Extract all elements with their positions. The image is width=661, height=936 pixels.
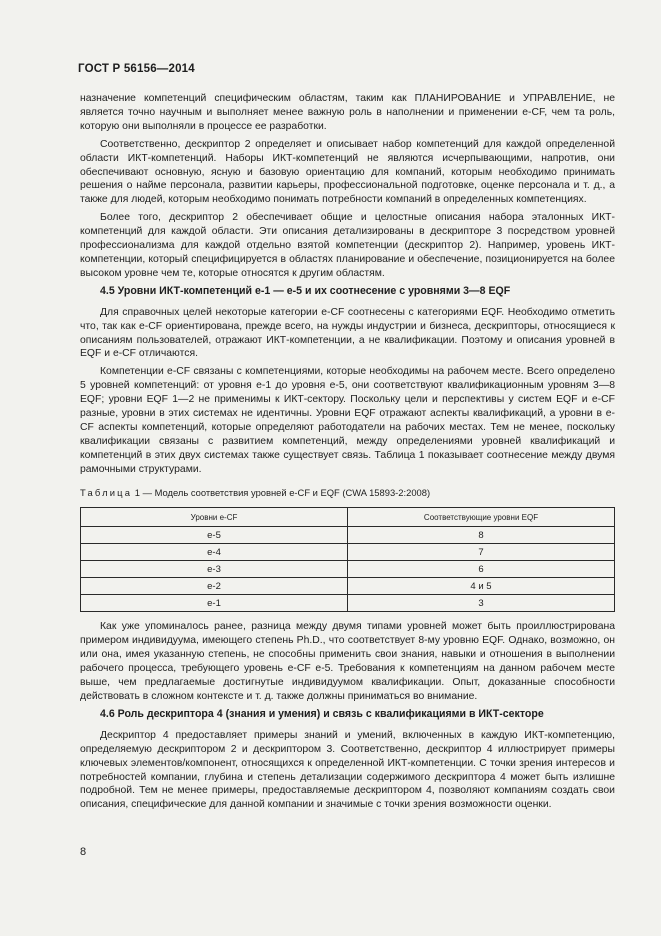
- ecf-level-cell: e-5: [81, 527, 348, 544]
- table-row: [81, 578, 615, 595]
- paragraph: Более того, дескриптор 2 обеспечивает общие и целостные описания набора эталонных ИКТ-компетенций для каждой области. Эти описания детализированы в дескрипторе 3 посредством уровней профессионализма для каждой отдельно взятой компетенции (дескриптор 2). Например, уровень ИКТ-компетенции, который специфицируется в областях планирование и обеспечение, позиционируется на более высоком уровне чем те, которые относятся к другим областям.: [80, 212, 615, 279]
- page-number: 8: [80, 846, 87, 858]
- column-header-ecf: Уровни e-CF: [81, 508, 348, 527]
- eqf-level-cell: 8: [348, 527, 615, 544]
- table-row: [81, 595, 615, 612]
- section-heading-4-5: 4.5 Уровни ИКТ-компетенций e-1 — e-5 и их соотнесение с уровнями 3—8 EQF: [100, 284, 511, 297]
- document-body: [80, 92, 615, 816]
- paragraph: Как уже упоминалось ранее, разница между двумя типами уровней может быть проиллюстрирована примером индивидуума, имеющего степень Ph.D., что соответствует 8-му уровню EQF. Однако, возможно, он или она, имея указанную степень, не способны применить свои знания, навыки и отношения в выполнении рабочего процесса, требующего уровень e-CF e-5. Требования к компетенциям на данном рабочем месте выше, чем предлагаемые достигнутые индивидуумом квалификации. Опыт, доказанные способности действовать в сложном контексте и т. д. также должны приниматься во внимание.: [80, 621, 615, 702]
- document-header: ГОСТ Р 56156—2014: [78, 63, 195, 75]
- ecf-level-cell: e-2: [81, 578, 348, 595]
- eqf-level-cell: 7: [348, 544, 615, 561]
- table-row: [81, 527, 615, 544]
- column-header-eqf: Соответствующие уровни EQF: [348, 508, 615, 527]
- ecf-level-cell: e-4: [81, 544, 348, 561]
- table-caption-text: 1 — Модель соответствия уровней e-CF и EQF (CWA 15893-2:2008): [134, 486, 431, 498]
- paragraph: Компетенции e-CF связаны с компетенциями, которые необходимы на рабочем месте. Всего определено 5 уровней компетенций: от уровня e-1 до уровня e-5, они соответствуют квалификационным уровням 3—8 EQF; уровни EQF 1—2 не применимы к ИКТ-сектору. Поскольку цели и перспективы у систем EQF и e-CF разные, уровни в этих системах не идентичны. Уровни EQF отражают аспекты квалификаций, а уровни в e-CF аспекты компетенций, которые определяют работодатели на рабочих местах. Тем не менее, поскольку квалификации связаны с развитием компетенций, между определениями уровней квалификаций и компетенций в этих двух системах также существует связь. Таблица 1 показывает соотнесение между двумя рамочными структурами.: [80, 366, 615, 475]
- table-row: [81, 544, 615, 561]
- eqf-level-cell: 4 и 5: [348, 578, 615, 595]
- table-header-row: [81, 508, 615, 527]
- table-row: [81, 561, 615, 578]
- table-caption: [80, 486, 615, 500]
- paragraph: Для справочных целей некоторые категории e-CF соотнесены с категориями EQF. Необходимо отметить что, так как e-CF ориентирована, прежде всего, на нужды индустрии и бизнеса, дескрипторы, относящиеся к описаниям пользователей, отражают ИКТ-компетенции, а не квалификации. Поэтому и описания уровней в EQF и e-CF отличаются.: [80, 306, 615, 360]
- paragraph: назначение компетенций специфическим областям, таким как ПЛАНИРОВАНИЕ и УПРАВЛЕНИЕ, не является точно научным и выполняет менее важную роль в наполнении и применении e-CF, чем та роль, которую они выполняли в процессе ее разработки.: [80, 93, 615, 132]
- paragraph: Дескриптор 4 предоставляет примеры знаний и умений, включенных в каждую ИКТ-компетенцию, определяемую дескриптором 2 и дескриптором 3. Соответственно, дескриптор 4 иллюстрирует примеры ключевых элементов/компонент, относящихся к определенной ИКТ-компетенции. С точки зрения интересов и потребностей компании, глубина и степень детализации содержимого дескриптора 4 может быть излишне подробной. Тем не менее примеры, предоставляемые дескриптором 4, позволяют компаниям создать свои описания, специфические для данной компании и значимые с точки зрения возможности оценки.: [80, 729, 615, 811]
- ecf-level-cell: e-3: [81, 561, 348, 578]
- section-heading-4-6: 4.6 Роль дескриптора 4 (знания и умения) и связь с квалификациями в ИКТ-секторе: [100, 707, 544, 720]
- paragraph: Соответственно, дескриптор 2 определяет и описывает набор компетенций для каждой определенной области ИКТ-компетенций. Наборы ИКТ-компетенций не являются исчерпывающими, напротив, они обеспечивают основную, ясную и базовую ориентацию для компаний, которым необходимо принимать решения о найме персонала, развитии карьеры, профессиональной подготовке, оценке персонала и т. д., а также для людей, которым необходимо понимать потребности компаний в определенных компетенциях.: [80, 138, 615, 206]
- ecf-level-cell: e-1: [81, 595, 348, 612]
- eqf-level-cell: 6: [348, 561, 615, 578]
- levels-table: [80, 507, 615, 612]
- table-caption-label: Таблица: [80, 486, 133, 498]
- eqf-level-cell: 3: [348, 595, 615, 612]
